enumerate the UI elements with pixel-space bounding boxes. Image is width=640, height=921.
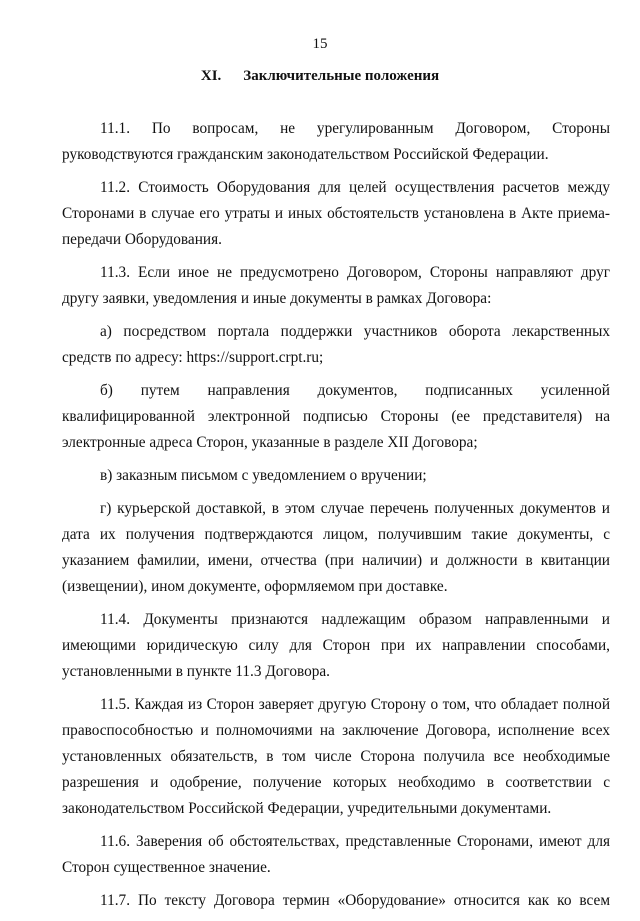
paragraph-11-3: 11.3. Если иное не предусмотрено Договором, Стороны направляют друг другу заявки, уведомления и иные документы в рамках Договора: <box>62 264 610 307</box>
paragraph-11-3-b: б) путем направления документов, подписанных усиленной квалифицированной электронной подписью Стороны (ее представителя) на электронные адреса Сторон, указанные в разделе XII Договора; <box>62 382 610 451</box>
paragraph-11-1: 11.1. По вопросам, не урегулированным Договором, Стороны руководствуются гражданским законодательством Российской Федерации. <box>62 120 610 163</box>
section-title-text: Заключительные положения <box>243 68 440 84</box>
document-body <box>62 116 610 921</box>
paragraph-11-3-a: а) посредством портала поддержки участников оборота лекарственных средств по адресу: https://support.crpt.ru; <box>62 323 610 366</box>
page-number: 15 <box>312 36 328 52</box>
paragraph-11-5: 11.5. Каждая из Сторон заверяет другую Сторону о том, что обладает полной правоспособностью и полномочиями на заключение Договора, исполнение всех установленных обязательств, в том числе Сторона получила все необходимые разрешения и одобрение, получение которых необходимо в соответствии с законодательством Российской Федерации, учредительными документами. <box>62 696 610 817</box>
paragraph-11-2: 11.2. Стоимость Оборудования для целей осуществления расчетов между Сторонами в случае его утраты и иных обстоятельств установлена в Акте приема-передачи Оборудования. <box>62 179 610 248</box>
paragraph-11-3-g: г) курьерской доставкой, в этом случае перечень полученных документов и дата их получения подтверждаются лицом, получившим такие документы, с указанием фамилии, имени, отчества (при наличии) и должности в квитанции (извещении), ином документе, оформляемом при доставке. <box>62 500 610 595</box>
paragraph-11-7: 11.7. По тексту Договора термин «Оборудование» относится как ко всем <box>100 892 610 909</box>
section-heading <box>0 68 640 85</box>
paragraph-11-6: 11.6. Заверения об обстоятельствах, представленные Сторонами, имеют для Сторон существенное значение. <box>62 833 610 876</box>
paragraph-11-4: 11.4. Документы признаются надлежащим образом направленными и имеющими юридическую силу для Сторон при их направлении способами, установленными в пункте 11.3 Договора. <box>62 611 610 680</box>
paragraph-11-3-v: в) заказным письмом с уведомлением о вручении; <box>100 467 427 484</box>
section-number: XI. <box>200 68 222 84</box>
